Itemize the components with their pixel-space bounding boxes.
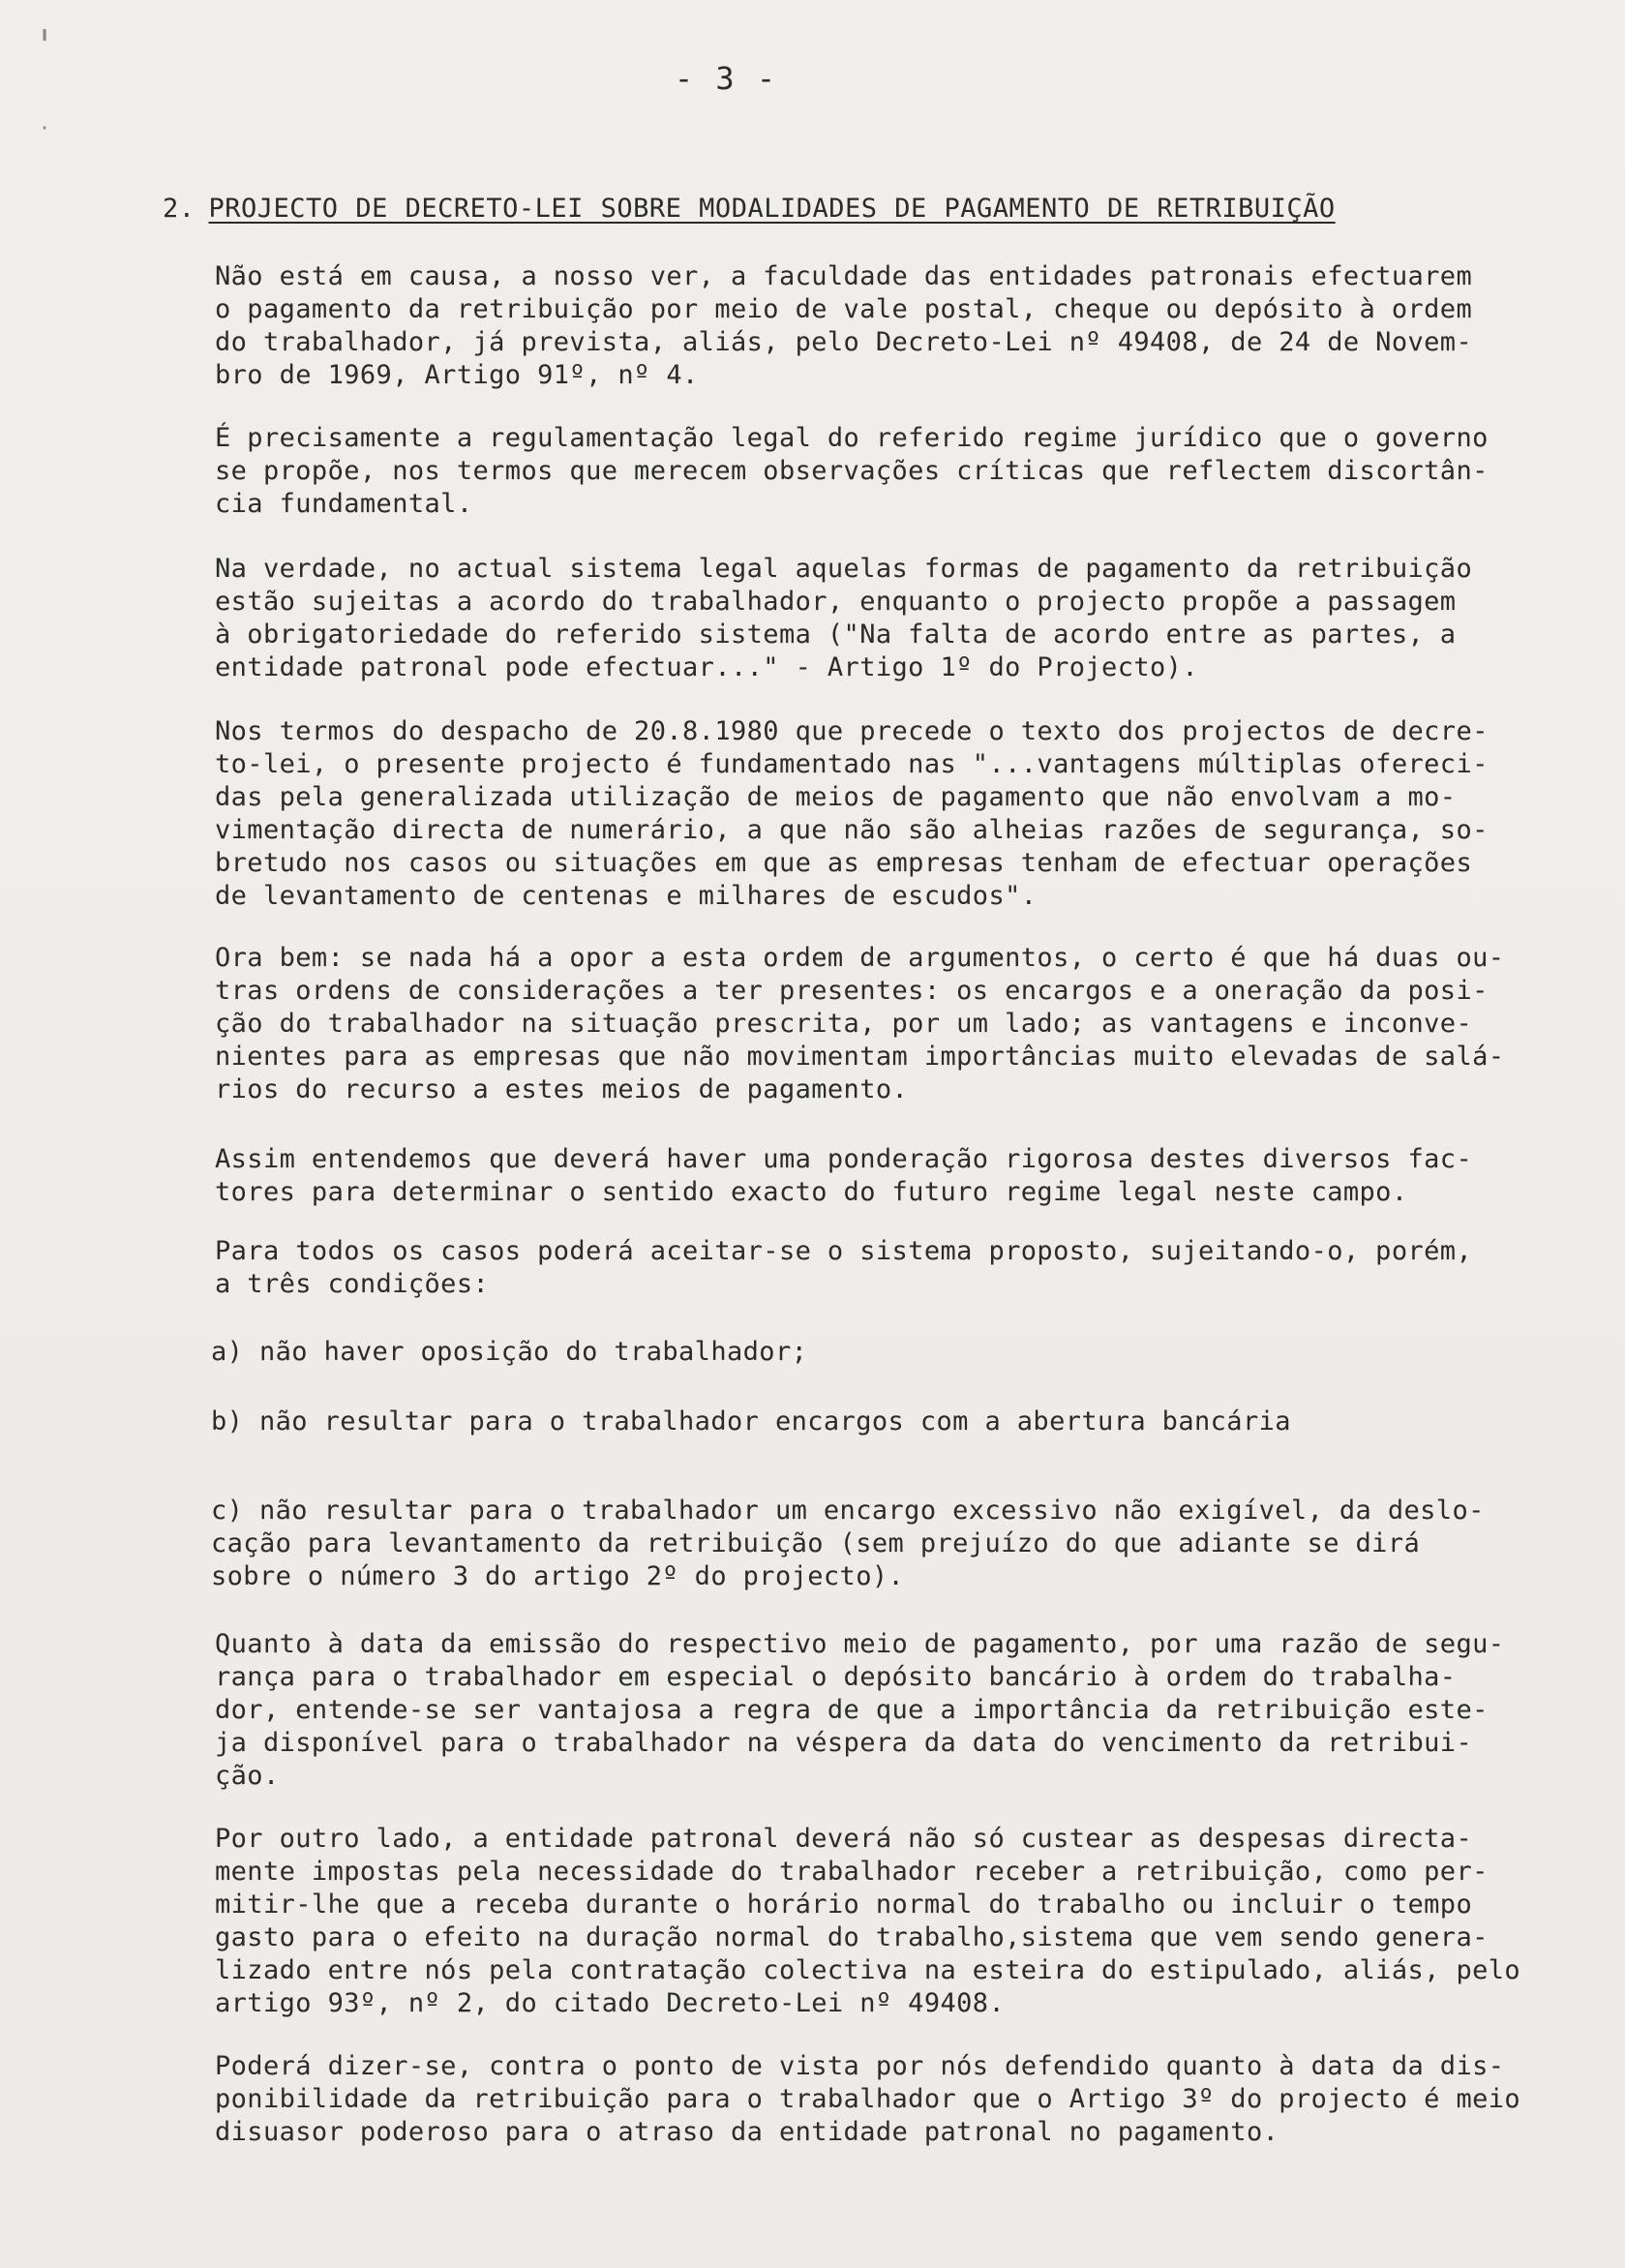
scan-mark: ╹ <box>39 29 51 52</box>
paragraph: Ora bem: se nada há a opor a esta ordem de argumentos, o certo é que há duas ou- tras ordens de considerações a ter presentes: os encargos e a oneração da posi- ção do trabalhador na situação prescrita, por um lado; as vantagens e inconve- nientes para as empresas que não movimentam importâncias muito elevadas de salá- rios do recurso a estes meios de pagamento. <box>215 943 1505 1104</box>
section-title: PROJECTO DE DECRETO-LEI SOBRE MODALIDADES DE PAGAMENTO DE RETRIBUIÇÃO <box>208 194 1336 224</box>
list-item: b) não resultar para o trabalhador encargos com a abertura bancária <box>211 1406 1291 1436</box>
paragraph: Quanto à data da emissão do respectivo meio de pagamento, por uma razão de segu- rança para o trabalhador em especial o depósito bancário à ordem do trabalha- dor, entende-se ser vantajosa a regra de que a importância da retribuição este- ja disponível para o trabalhador na véspera da data do vencimento da retribui- ção. <box>215 1629 1505 1791</box>
list-item: a) não haver oposição do trabalhador; <box>211 1337 808 1367</box>
list-item: c) não resultar para o trabalhador um encargo excessivo não exigível, da deslo- cação para levantamento da retribuição (sem prejuízo do que adiante se dirá sobre o número 3 do artigo 2º do projecto). <box>211 1496 1485 1591</box>
paragraph: Não está em causa, a nosso ver, a faculdade das entidades patronais efectuarem o pagamento da retribuição por meio de vale postal, cheque ou depósito à ordem do trabalhador, já prevista, aliás, pelo Decreto-Lei nº 49408, de 24 de Novem- bro de 1969, Artigo 91º, nº 4. <box>215 261 1473 390</box>
section-heading <box>163 194 1336 224</box>
section-number: 2. <box>163 194 196 224</box>
paragraph: Assim entendemos que deverá haver uma ponderação rigorosa destes diversos fac- tores para determinar o sentido exacto do futuro regime legal neste campo. <box>215 1144 1473 1207</box>
paragraph: Nos termos do despacho de 20.8.1980 que precede o texto dos projectos de decre- to-lei, o presente projecto é fundamentado nas "...vantagens múltiplas ofereci- das pela generalizada utilização de meios de pagamento que não envolvam a mo- vimentação directa de numerário, a que não são alheias razões de segurança, so- bretudo nos casos ou situações em que as empresas tenham de efectuar operações de levantamento de centenas e milhares de escudos". <box>215 716 1489 911</box>
paragraph: Para todos os casos poderá aceitar-se o sistema proposto, sujeitando-o, porém, a três condições: <box>215 1236 1473 1299</box>
paragraph: É precisamente a regulamentação legal do referido regime jurídico que o governo se propõe, nos termos que merecem observações críticas que reflectem discortân- cia fundamental. <box>215 423 1489 519</box>
scan-mark: · <box>39 116 51 139</box>
paragraph: Poderá dizer-se, contra o ponto de vista por nós defendido quanto à data da dis- ponibilidade da retribuição para o trabalhador que o Artigo 3º do projecto é meio disuasor poderoso para o atraso da entidade patronal no pagamento. <box>215 2051 1521 2147</box>
page-number: - 3 - <box>674 60 778 97</box>
paragraph: Na verdade, no actual sistema legal aquelas formas de pagamento da retribuição estão sujeitas a acordo do trabalhador, enquanto o projecto propõe a passagem à obrigatoriedade do referido sistema ("Na falta de acordo entre as partes, a entidade patronal pode efectuar..." - Artigo 1º do Projecto). <box>215 554 1473 682</box>
paragraph: Por outro lado, a entidade patronal deverá não só custear as despesas directa- mente impostas pela necessidade do trabalhador receber a retribuição, como per- mitir-lhe que a receba durante o horário normal do trabalho ou incluir o tempo gasto para o efeito na duração normal do trabalho,sistema que vem sendo genera- lizado entre nós pela contratação colectiva na esteira do estipulado, aliás, pelo artigo 93º, nº 2, do citado Decreto-Lei nº 49408. <box>215 1824 1521 2018</box>
